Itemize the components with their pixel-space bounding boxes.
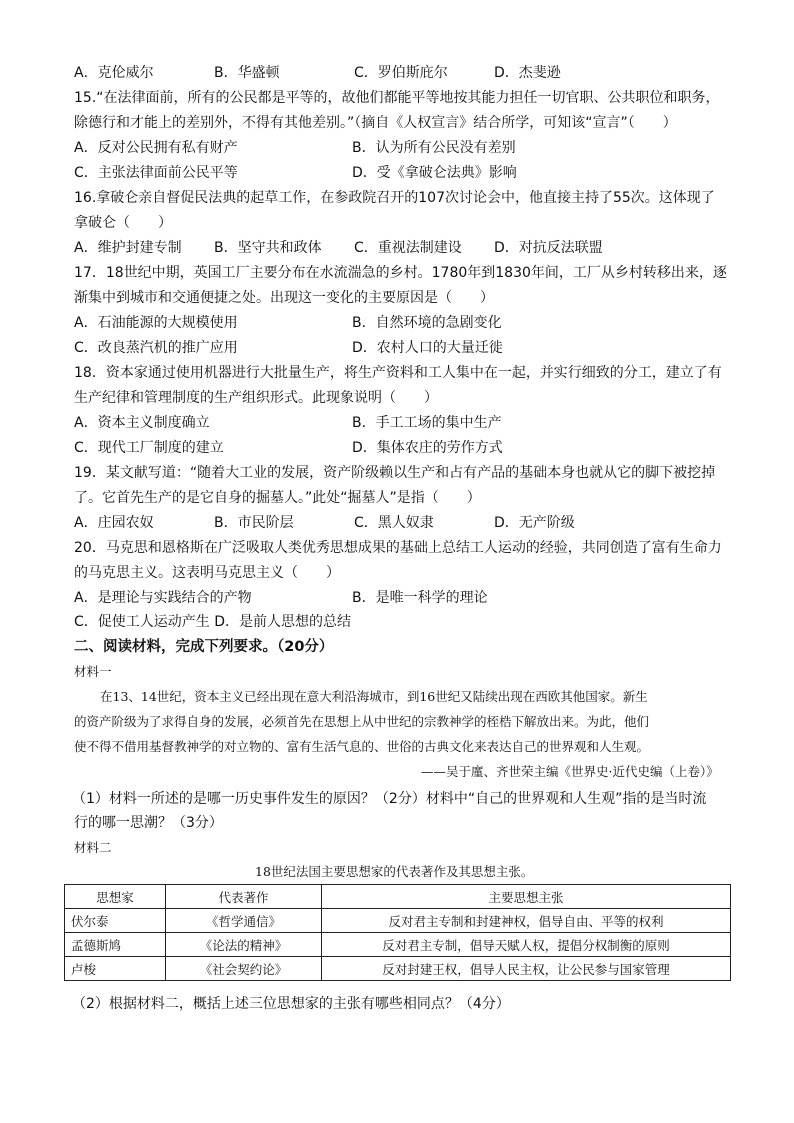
q16-option-a: A．维护封建专制 bbox=[74, 240, 182, 256]
table-row bbox=[65, 909, 731, 933]
q19-option-c: C．黑人奴隶 bbox=[354, 515, 434, 531]
q20-option-a: A．是理论与实践结合的产物 bbox=[74, 590, 252, 606]
q15-options-row1 bbox=[74, 138, 734, 158]
q15-options-row2 bbox=[74, 163, 734, 183]
q16-option-b: B．坚守共和政体 bbox=[214, 240, 322, 256]
q17-stem-line1: 17．18世纪中期，英国工厂主要分布在水流湍急的乡村。1780年到1830年间，工厂从乡村转移出来，逐 bbox=[74, 265, 727, 281]
q18-option-d: D．集体农庄的劳作方式 bbox=[352, 440, 503, 456]
cell-thinker: 卢梭 bbox=[65, 957, 166, 981]
cell-work: 《哲学通信》 bbox=[166, 909, 322, 933]
thinkers-table bbox=[64, 884, 731, 981]
q17-stem-line2: 渐集中到城市和交通便捷之处。出现这一变化的主要原因是（ ） bbox=[74, 290, 494, 306]
q16-options bbox=[74, 238, 734, 258]
q15-option-c: C．主张法律面前公民平等 bbox=[74, 165, 238, 181]
q18-options-row1 bbox=[74, 413, 734, 433]
q19-option-d: D．无产阶级 bbox=[494, 515, 575, 531]
q15-option-b: B．认为所有公民没有差别 bbox=[352, 140, 516, 156]
cell-work: 《社会契约论》 bbox=[166, 957, 322, 981]
q18-stem-line1: 18．资本家通过使用机器进行大批量生产，将生产资料和工人集中在一起，并实行细致的分工，建立了有 bbox=[74, 365, 722, 381]
cell-work: 《论法的精神》 bbox=[166, 933, 322, 957]
question1-line2: 行的哪一思潮？（3分） bbox=[74, 815, 223, 831]
q15-stem-line1: 15.“在法律面前，所有的公民都是平等的，故他们都能平等地按其能力担任一切官职、公共职位和职务， bbox=[74, 90, 720, 106]
q18-option-c: C．现代工厂制度的建立 bbox=[74, 440, 224, 456]
q17-option-b: B．自然环境的急剧变化 bbox=[352, 315, 502, 331]
material1-source: ——吴于廑、齐世荣主编《世界史·近代史编（上卷）》 bbox=[421, 764, 719, 779]
material2-label: 材料二 bbox=[74, 840, 112, 855]
q15-option-d: D．受《拿破仑法典》影响 bbox=[352, 165, 517, 181]
table-header-row bbox=[65, 885, 731, 909]
question1-line1: （1）材料一所述的是哪一历史事件发生的原因？（2分）材料中“自己的世界观和人生观”指的是当时流 bbox=[72, 791, 707, 807]
q16-option-d: D．对抗反法联盟 bbox=[494, 240, 603, 256]
q20-stem-line1: 20．马克思和恩格斯在广泛吸取人类优秀思想成果的基础上总结工人运动的经验，共同创造了富有生命力 bbox=[74, 540, 722, 556]
q18-options-row2 bbox=[74, 438, 734, 458]
material1-label: 材料一 bbox=[74, 664, 112, 679]
q19-option-a: A．庄园农奴 bbox=[74, 515, 154, 531]
q18-option-a: A．资本主义制度确立 bbox=[74, 415, 210, 431]
q19-options bbox=[74, 513, 734, 533]
cell-idea: 反对君主专制，倡导天赋人权，提倡分权制衡的原则 bbox=[322, 933, 731, 957]
cell-idea: 反对君主专制和封建神权，倡导自由、平等的权利 bbox=[322, 909, 731, 933]
q14-option-c: C．罗伯斯庇尔 bbox=[354, 65, 448, 81]
table-caption: 18世纪法国主要思想家的代表著作及其思想主张。 bbox=[255, 864, 534, 879]
header-thinker: 思想家 bbox=[65, 885, 166, 909]
cell-idea: 反对封建王权，倡导人民主权，让公民参与国家管理 bbox=[322, 957, 731, 981]
q20-options-row1 bbox=[74, 588, 734, 608]
q17-option-d: D．农村人口的大量迁徙 bbox=[352, 340, 503, 356]
q14-options bbox=[74, 63, 734, 83]
q19-option-b: B．市民阶层 bbox=[214, 515, 294, 531]
q20-options-row2 bbox=[74, 612, 734, 632]
q16-stem-line1: 16.拿破仑亲自督促民法典的起草工作，在参政院召开的107次讨论会中，他直接主持了55次。这体现了 bbox=[74, 190, 715, 206]
cell-thinker: 伏尔泰 bbox=[65, 909, 166, 933]
q14-option-b: B．华盛顿 bbox=[214, 65, 280, 81]
material1-para-line2: 的资产阶级为了求得自身的发展，必须首先在思想上从中世纪的宗教神学的桎梏下解放出来。为此，他们 bbox=[74, 714, 650, 729]
question2: （2）根据材料二，概括上述三位思想家的主张有哪些相同点？（4分） bbox=[72, 996, 510, 1012]
q19-stem-line2: 了。它首先生产的是它自身的掘墓人。”此处“掘墓人”是指（ ） bbox=[74, 490, 481, 506]
q20-stem-line2: 的马克思主义。这表明马克思主义（ ） bbox=[74, 565, 340, 581]
q17-option-a: A．石油能源的大规模使用 bbox=[74, 315, 238, 331]
material1-para-line3: 使不得不借用基督教神学的对立物的、富有生活气息的、世俗的古典文化来表达自己的世界观和人生观。 bbox=[74, 739, 650, 754]
q16-stem-line2: 拿破仑（ ） bbox=[74, 215, 172, 231]
header-works: 代表著作 bbox=[166, 885, 322, 909]
q20-option-b: B．是唯一科学的理论 bbox=[352, 590, 488, 606]
q19-stem-line1: 19．某文献写道：“随着大工业的发展，资产阶级赖以生产和占有产品的基础本身也就从它的脚下被挖掉 bbox=[74, 465, 716, 481]
q18-stem-line2: 生产纪律和管理制度的生产组织形式。此现象说明（ ） bbox=[74, 390, 438, 406]
q15-option-a: A．反对公民拥有私有财产 bbox=[74, 140, 238, 156]
q18-option-b: B．手工工场的集中生产 bbox=[352, 415, 502, 431]
q16-option-c: C．重视法制建设 bbox=[354, 240, 462, 256]
section2-title: 二、阅读材料，完成下列要求。（20分） bbox=[74, 639, 334, 655]
q20-option-cd: C．促使工人运动产生 D．是前人思想的总结 bbox=[74, 614, 352, 630]
q17-options-row2 bbox=[74, 338, 734, 358]
q14-option-a: A．克伦威尔 bbox=[74, 65, 154, 81]
q17-options-row1 bbox=[74, 313, 734, 333]
material1-para-line1: 在13、14世纪，资本主义已经出现在意大利沿海城市，到16世纪又陆续出现在西欧其他国家。新生 bbox=[100, 689, 648, 704]
q17-option-c: C．改良蒸汽机的推广应用 bbox=[74, 340, 238, 356]
table-row bbox=[65, 933, 731, 957]
table-row bbox=[65, 957, 731, 981]
cell-thinker: 孟德斯鸠 bbox=[65, 933, 166, 957]
q15-stem-line2: 除德行和才能上的差别外，不得有其他差别。”（摘自《人权宣言》结合所学，可知该“宣言”（ ） bbox=[74, 115, 677, 131]
header-ideas: 主要思想主张 bbox=[322, 885, 731, 909]
q14-option-d: D．杰斐逊 bbox=[494, 65, 561, 81]
